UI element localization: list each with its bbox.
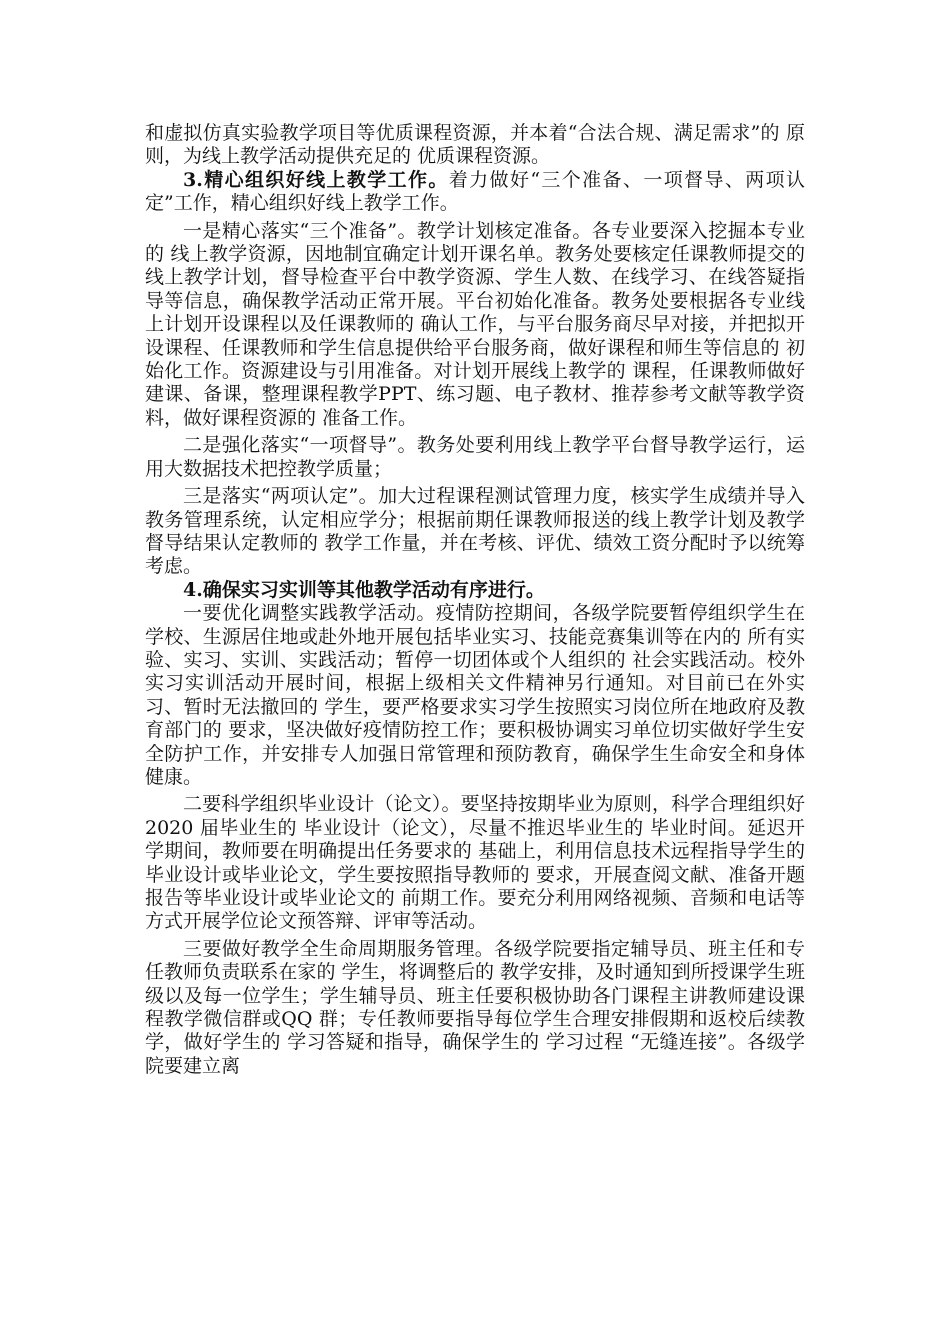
paragraph-resources-continued: 和虚拟仿真实验教学项目等优质课程资源，并本着“合法合规、满足需求”的 原则，为线上教学活动提供充足的 优质课程资源。 [145,122,805,168]
paragraph-online-teaching [145,169,805,216]
paragraph-graduation-design: 二要科学组织毕业设计（论文）。要坚持按期毕业为原则，科学合理组织好 2020 届毕业生的 毕业设计（论文），尽量不推迟毕业生的 毕业时间。延迟开学期间，教师要在明确提出任务要求的 基础上，利用信息技术远程指导学生的 毕业设计或毕业论文，学生要按照指导教师的 要求，开展查阅文献、准备开题报告等毕业设计或毕业论文的 前期工作。要充分利用网络视频、音频和电话等方式开展学位论文预答辩、评审等活动。 [145,793,805,933]
paragraph-two-certifications: 三是落实“两项认定”。加大过程课程测试管理力度，核实学生成绩并导入教务管理系统，认定相应学分；根据前期任课教师报送的线上教学计划及教学督导结果认定教师的 教学工作量，并在考核、评优、绩效工资分配时予以统筹考虑。 [145,485,805,578]
paragraph-three-preparations: 一是精心落实“三个准备”。教学计划核定准备。各专业要深入挖掘本专业的 线上教学资源，因地制宜确定计划开课名单。教务处要核定任课教师提交的 线上教学计划，督导检查平台中教学资源、学生人数、在线学习、在线答疑指导等信息，确保教学活动正常开展。平台初始化准备。教务处要根据各专业线上计划开设课程以及任课教师的 确认工作，与平台服务商尽早对接，并把拟开设课程、任课教师和学生信息提供给平台服务商，做好课程和师生等信息的 初始化工作。资源建设与引用准备。对计划开展线上教学的 课程，任课教师做好建课、备课，整理课程教学PPT、练习题、电子教材、推荐参考文献等教学资料，做好课程资源的 准备工作。 [145,219,805,429]
section-heading-internship: 4.确保实习实训等其他教学活动有序进行。 [183,578,545,601]
document-page [145,122,805,1078]
paragraph-online-teaching-text: 着力做好“三个准备、一项督导、两项认定”工作，精心组织好线上教学工作。 [145,168,805,215]
section-heading-online-teaching: 3.精心组织好线上教学工作。 [183,168,449,191]
paragraph-lifecycle-service: 三要做好教学全生命周期服务管理。各级学院要指定辅导员、班主任和专任教师负责联系在家的 学生，将调整后的 教学安排，及时通知到所授课学生班级以及每一位学生；学生辅导员、班主任要积极协助各门课程主讲教师建设课程教学微信群或QQ 群；专任教师要指导每位学生合理安排假期和返校后续教学，做好学生的 学习答疑和指导，确保学生的 学习过程 “无缝连接”。各级学院要建立离 [145,937,805,1077]
paragraph-practice-teaching: 一要优化调整实践教学活动。疫情防控期间，各级学院要暂停组织学生在学校、生源居住地或赴外地开展包括毕业实习、技能竞赛集训等在内的 所有实验、实习、实训、实践活动；暂停一切团体或个人组织的 社会实践活动。校外实习实训活动开展时间，根据上级相关文件精神另行通知。对目前已在外实习、暂时无法撤回的 学生，要严格要求实习学生按照实习岗位所在地政府及教育部门的 要求，坚决做好疫情防控工作；要积极协调实习单位切实做好学生安全防护工作，并安排专人加强日常管理和预防教育，确保学生生命安全和身体健康。 [145,602,805,788]
paragraph-one-supervision: 二是强化落实“一项督导”。教务处要利用线上教学平台督导教学运行，运用大数据技术把控教学质量； [145,434,805,480]
